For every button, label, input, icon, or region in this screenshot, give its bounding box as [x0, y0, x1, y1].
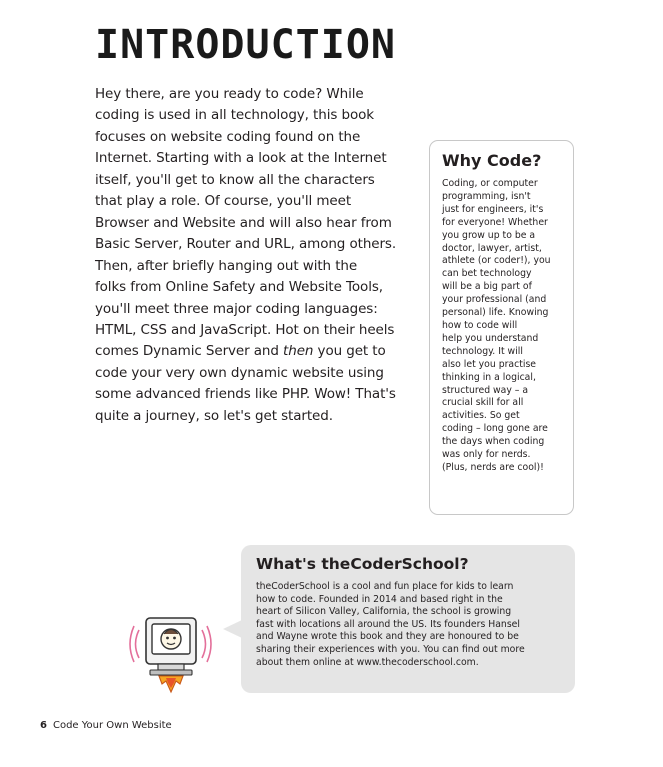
intro-line: Then, after briefly hanging out with the [95, 257, 358, 274]
why-code-body [442, 178, 570, 475]
signal-waves-right [202, 626, 211, 662]
coder-school-body [256, 581, 568, 669]
school-line: heart of Silicon Valley, California, the school is growing [256, 606, 512, 618]
why-line: technology. It will [442, 345, 523, 357]
why-line: for everyone! Whether [442, 216, 548, 228]
page-title: INTRODUCTION [95, 22, 396, 68]
why-line: athlete (or coder!), you [442, 255, 551, 267]
why-line: coding – long gone are [442, 423, 548, 435]
why-line: Coding, or computer [442, 178, 538, 189]
why-line: the days when coding [442, 436, 545, 448]
signal-waves-left [130, 626, 139, 662]
intro-line: HTML, CSS and JavaScript. Hot on their heels [95, 321, 395, 338]
school-line: theCoderSchool is a cool and fun place for kids to learn [256, 581, 514, 592]
intro-text: comes Dynamic Server and [95, 343, 284, 360]
intro-line: code your very own dynamic website using [95, 364, 384, 381]
page-number: 6 [40, 720, 47, 731]
why-line: also let you practise [442, 358, 537, 370]
intro-line: that play a role. Of course, you'll meet [95, 193, 352, 210]
why-line: you grow up to be a [442, 229, 536, 241]
intro-emphasis: then [283, 343, 314, 360]
why-code-sidebar [429, 140, 574, 515]
why-code-title: Why Code? [442, 151, 542, 170]
intro-line: folks from Online Safety and Website Tools, [95, 279, 383, 296]
intro-line: Browser and Website and will also hear from [95, 214, 392, 231]
why-line: will be a big part of [442, 281, 532, 293]
why-line: structured way – a [442, 384, 529, 396]
intro-line: you'll meet three major coding languages: [95, 300, 378, 317]
intro-line: itself, you'll get to know all the characters [95, 171, 375, 188]
intro-line: some advanced friends like PHP. Wow! That's [95, 386, 396, 403]
intro-paragraph [95, 84, 420, 427]
why-line: can bet technology [442, 268, 532, 280]
why-line: your professional (and [442, 294, 547, 306]
intro-line: Hey there, are you ready to code? While [95, 86, 364, 102]
why-line: crucial skill for all [442, 397, 524, 409]
school-line: fast with locations all around the US. Its founders Hansel [256, 618, 520, 630]
coder-school-title: What's theCoderSchool? [256, 555, 469, 573]
intro-line [95, 343, 386, 359]
page-footer [40, 720, 172, 731]
intro-line: Internet. Starting with a look at the Internet [95, 150, 387, 167]
intro-text: you get to [313, 343, 386, 360]
monitor-stand [158, 664, 184, 670]
why-line: how to code will [442, 319, 518, 331]
school-line: sharing their experiences with you. You can find out more [256, 643, 525, 655]
why-line: just for engineers, it's [442, 203, 544, 215]
intro-line: focuses on website coding found on the [95, 128, 361, 145]
speech-bubble-pointer [223, 620, 242, 638]
computer-mascot-icon [128, 612, 214, 694]
school-line: about them online at www.thecoderschool.com. [256, 656, 479, 668]
intro-line: quite a journey, so let's get started. [95, 407, 333, 424]
why-line: doctor, lawyer, artist, [442, 242, 542, 254]
why-line: was only for nerds. [442, 449, 531, 461]
why-line: help you understand [442, 332, 539, 344]
keyboard [150, 670, 192, 675]
book-title: Code Your Own Website [52, 720, 172, 731]
why-line: personal) life. Knowing [442, 307, 549, 319]
coder-school-box [241, 545, 575, 693]
school-line: how to code. Founded in 2014 and based right in the [256, 593, 503, 605]
school-line: and Wayne wrote this book and they are honoured to be [256, 631, 519, 643]
why-line: (Plus, nerds are cool)! [442, 461, 544, 473]
why-line: programming, isn't [442, 190, 531, 202]
why-line: thinking in a logical, [442, 371, 536, 383]
intro-line: coding is used in all technology, this book [95, 107, 374, 124]
intro-line: Basic Server, Router and URL, among others. [95, 236, 397, 253]
why-line: activities. So get [442, 410, 520, 422]
